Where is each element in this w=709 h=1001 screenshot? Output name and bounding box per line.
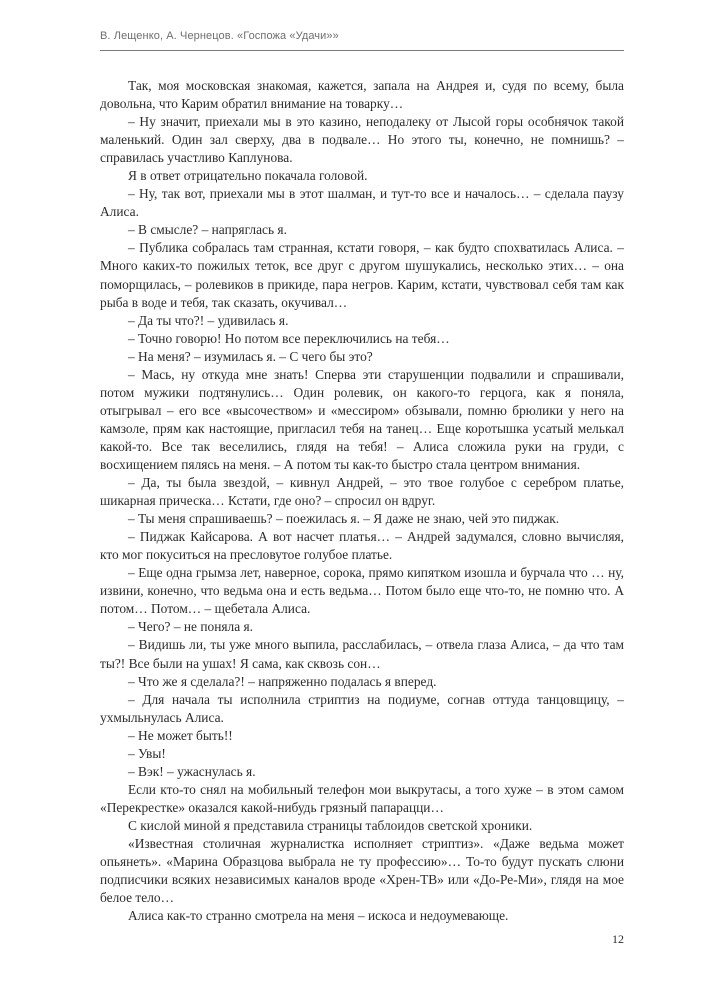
paragraph: – Чего? – не поняла я.	[128, 619, 254, 635]
paragraph: Я в ответ отрицательно покачала головой.	[128, 168, 368, 184]
paragraph: – Не может быть!!	[128, 727, 233, 743]
running-header: В. Лещенко, А. Чернецов. «Госпожа «Удачи»»	[100, 30, 339, 42]
paragraph: – В смысле? – напряглась я.	[128, 222, 287, 238]
paragraph: – Ну, так вот, приехали мы в этот шалман, и тут-то все и началось… – сделала паузу Алиса.	[100, 186, 624, 220]
paragraph: Так, моя московская знакомая, кажется, запала на Андрея и, судя по всему, была довольна, что Карим обратил внимание на товарку…	[100, 78, 624, 112]
paragraph: – Для начала ты исполнила стриптиз на подиуме, согнав оттуда танцовщицу, – ухмыльнулась Алиса.	[100, 691, 624, 725]
paragraph: – Вэк! – ужаснулась я.	[128, 763, 256, 779]
paragraph: – Мась, ну откуда мне знать! Сперва эти старушенции подвалили и спрашивали, потом мужики подтянулись… Один ролевик, он какого-то герцога, как я поняла, отыгрывал – его все «высочеством» и «мессиром» обзывали, помню брюлики у него на камзоле, прям как настоящие, пригласил тебя на танец… Еще коротышка усатый мелькал какой-то. Все так веселились, глядя на тебя! – Алиса сложила руки на груди, с восхищением пялясь на меня. – А потом ты как-то быстро стала центром внимания.	[100, 366, 624, 472]
paragraph: – Ты меня спрашиваешь? – поежилась я. – Я даже не знаю, чей это пиджак.	[128, 511, 560, 527]
paragraph: – Еще одна грымза лет, наверное, сорока, прямо кипятком изошла и бурчала что … ну, извини, конечно, что ведьма она и есть ведьма… Потом было еще что-то, не помню что. А потом… Потом… – щебетала Алиса.	[100, 565, 624, 617]
paragraph: – Что же я сделала?! – напряженно подалась я вперед.	[128, 673, 437, 689]
page-number: 12	[612, 932, 624, 946]
paragraph: – На меня? – изумилась я. – С чего бы это?	[128, 348, 373, 364]
paragraph: – Увы!	[128, 745, 166, 761]
paragraph: – Пиджак Кайсарова. А вот насчет платья… – Андрей задумался, словно вычисляя, кто мог покуситься на пресловутое голубое платье.	[100, 529, 624, 563]
body-text	[100, 77, 624, 925]
paragraph: Алиса как-то странно смотрела на меня – искоса и недоумевающе.	[128, 908, 509, 924]
paragraph: «Известная столичная журналистка исполняет стриптиз». «Даже ведьма может опьянеть». «Марина Образцова выбрала не ту профессию»… То-то будут пускать слюни подписчики всяких независимых каналов вроде «Хрен-ТВ» или «До-Ре-Ми», глядя на мое белое тело…	[100, 835, 624, 906]
paragraph: С кислой миной я представила страницы таблоидов светской хроники.	[128, 817, 533, 833]
paragraph: – Да ты что?! – удивилась я.	[128, 312, 289, 328]
paragraph: – Публика собралась там странная, кстати говоря, – как будто спохватилась Алиса. – Много каких-то пожилых теток, все друг с другом шушукались, несколько этих… – она поморщилась, – ролевиков в прикиде, пара негров. Карим, кстати, чувствовал себя там как рыба в воде и тебя, так сказать, окучивал…	[100, 240, 624, 310]
paragraph: – Да, ты была звездой, – кивнул Андрей, – это твое голубое с серебром платье, шикарная прическа… Кстати, где оно? – спросил он вдруг.	[100, 475, 624, 509]
paragraph: – Ну значит, приехали мы в это казино, неподалеку от Лысой горы особнячок такой маленький. Один зал сверху, два в подвале… Но этого ты, конечно, не помнишь? – справилась участливо Каплунова.	[100, 114, 624, 166]
header-divider	[100, 50, 624, 51]
paragraph: – Видишь ли, ты уже много выпила, расслабилась, – отвела глаза Алиса, – да что там ты?! Все были на ушах! Я сама, как сквозь сон…	[100, 637, 624, 671]
paragraph: – Точно говорю! Но потом все переключились на тебя…	[128, 330, 450, 346]
paragraph: Если кто-то снял на мобильный телефон мои выкрутасы, а того хуже – в этом самом «Перекрестке» оказался какой-нибудь грязный папарацци…	[100, 781, 624, 815]
